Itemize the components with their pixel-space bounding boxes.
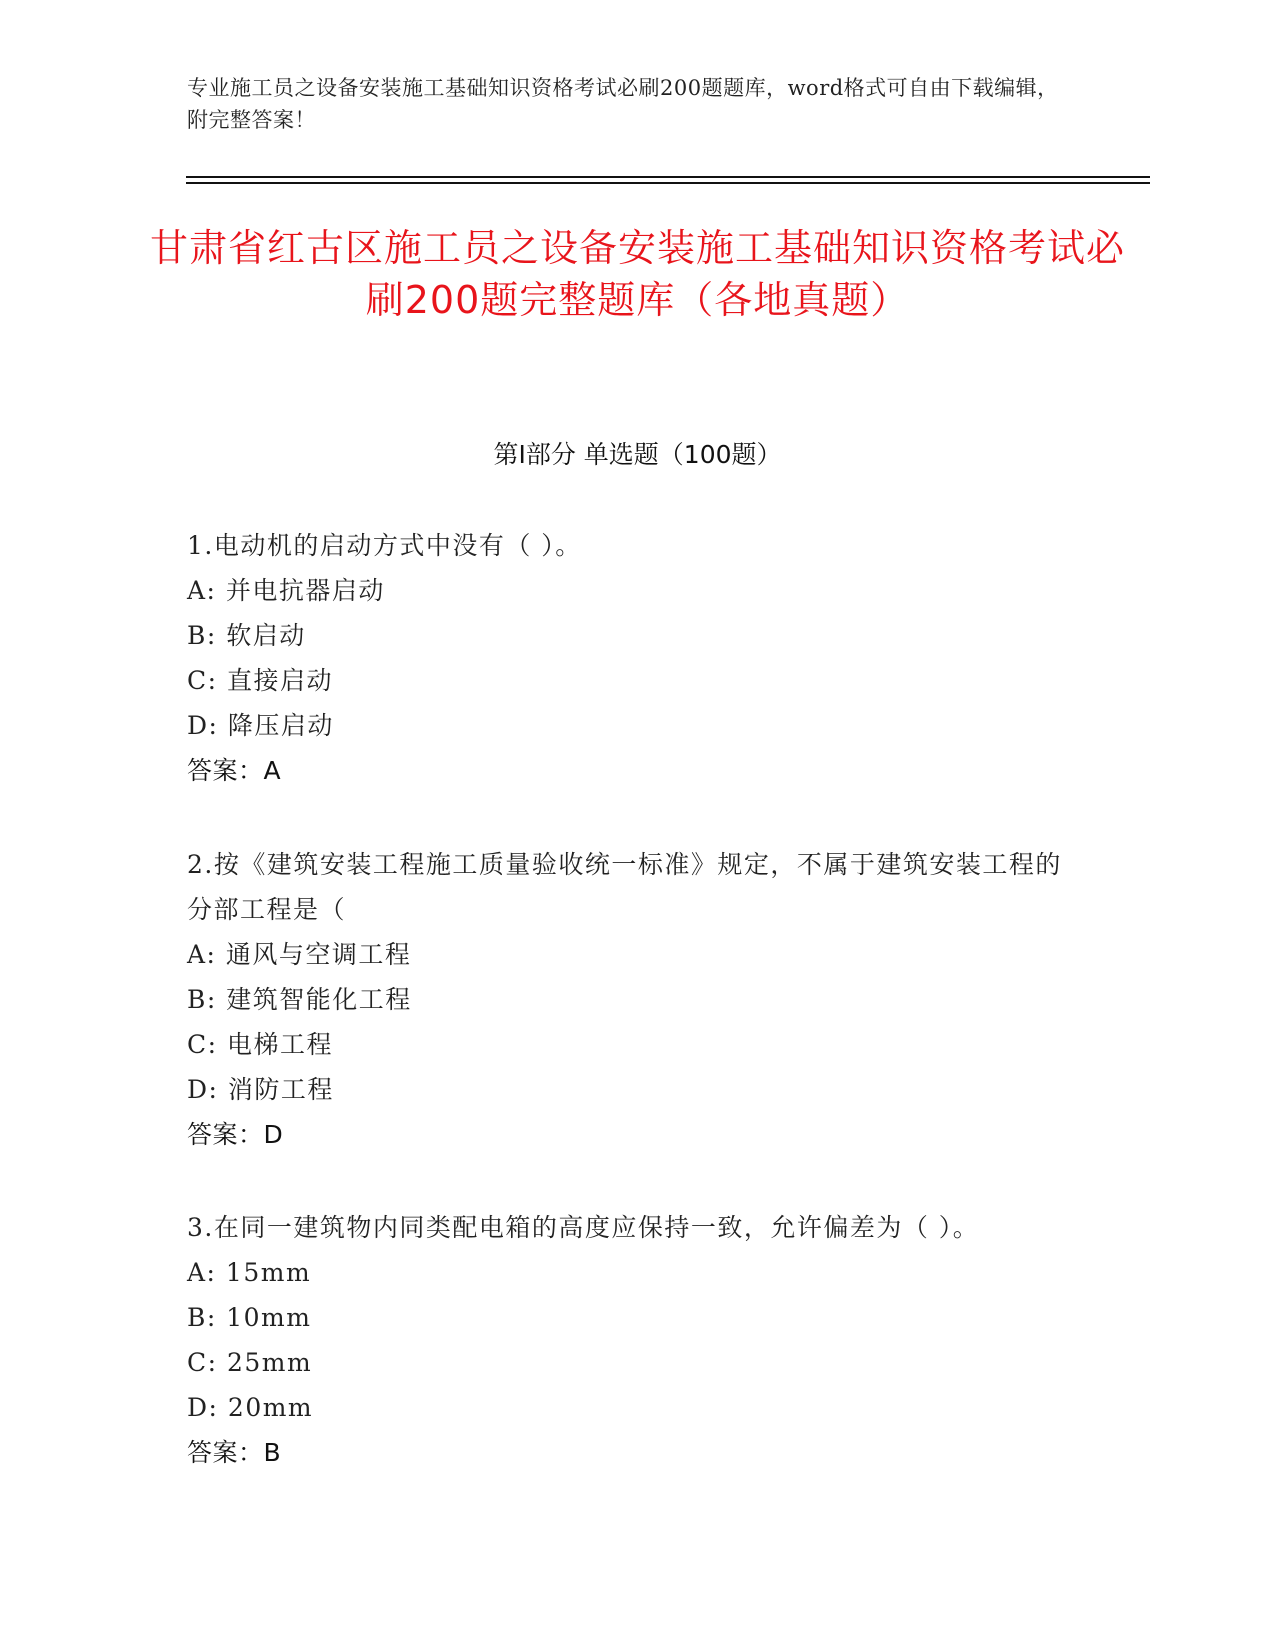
question-block: [187, 523, 1087, 793]
option-d: D: 降压启动: [187, 711, 334, 740]
section-title: 第Ⅰ部分 单选题（100题）: [493, 440, 782, 469]
header-note: 专业施工员之设备安装施工基础知识资格考试必刷200题题库，word格式可自由下载编辑，附完整答案！: [187, 76, 1059, 132]
option-a: A: 并电抗器启动: [187, 576, 385, 605]
question-stem: 2.按《建筑安装工程施工质量验收统一标准》规定，不属于建筑安装工程的分部工程是（: [187, 850, 1062, 924]
document-title: 甘肃省红古区施工员之设备安装施工基础知识资格考试必刷200题完整题库（各地真题）: [150, 226, 1126, 322]
option-c: C: 直接启动: [187, 666, 333, 695]
header-rule-bottom: [186, 182, 1150, 184]
question-stem: 1.电动机的启动方式中没有（ ）。: [187, 531, 582, 560]
option-d: D: 20mm: [187, 1393, 314, 1422]
question-block: [187, 1205, 1087, 1475]
option-a: A: 15mm: [187, 1258, 312, 1287]
answer-line: 答案：B: [187, 1438, 282, 1467]
option-d: D: 消防工程: [187, 1075, 334, 1104]
question-stem: 3.在同一建筑物内同类配电箱的高度应保持一致，允许偏差为（ ）。: [187, 1213, 980, 1242]
option-b: B: 软启动: [187, 621, 306, 650]
question-block: [187, 842, 1087, 1157]
answer-line: 答案：D: [187, 1120, 284, 1149]
option-a: A: 通风与空调工程: [187, 940, 412, 969]
option-c: C: 电梯工程: [187, 1030, 333, 1059]
option-b: B: 建筑智能化工程: [187, 985, 412, 1014]
answer-line: 答案：A: [187, 756, 282, 785]
option-c: C: 25mm: [187, 1348, 313, 1377]
option-b: B: 10mm: [187, 1303, 312, 1332]
header-rule-top: [186, 176, 1150, 178]
